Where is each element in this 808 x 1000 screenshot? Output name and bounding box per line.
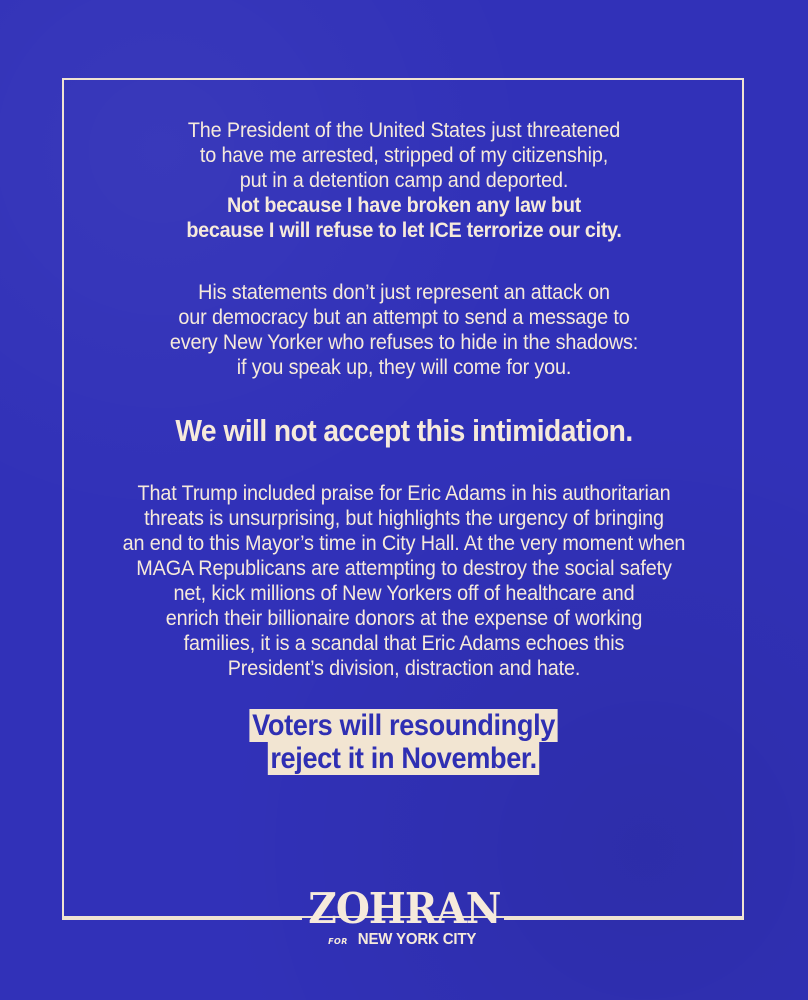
paragraph-intro	[112, 118, 696, 243]
text-line: every New Yorker who refuses to hide in the shadows:	[169, 330, 639, 354]
paragraph-statements	[112, 280, 696, 380]
paragraph-adams	[112, 481, 696, 681]
text-line: to have me arrested, stripped of my citizenship,	[199, 143, 609, 167]
text-line: net, kick millions of New Yorkers off of healthcare and	[173, 581, 635, 605]
campaign-logo	[0, 884, 808, 933]
text-line: That Trump included praise for Eric Adams in his authoritarian	[137, 481, 671, 505]
text-line: enrich their billionaire donors at the expense of working	[165, 606, 643, 630]
callout-line: Voters will resoundingly	[250, 709, 558, 742]
text-line: families, it is a scandal that Eric Adams echoes this	[183, 631, 625, 655]
text-line: President’s division, distraction and hate.	[227, 656, 581, 680]
callout-line: reject it in November.	[268, 742, 540, 775]
logo-subtitle	[0, 931, 808, 949]
text-line: if you speak up, they will come for you.	[236, 355, 572, 379]
text-line: put in a detention camp and deported.	[239, 168, 569, 192]
logo-for: FOR	[328, 937, 348, 947]
text-line: our democracy but an attempt to send a message to	[178, 305, 630, 329]
logo-name: ZOHRAN	[307, 884, 501, 933]
statement-block	[90, 118, 718, 775]
text-line: The President of the United States just threatened	[187, 118, 621, 142]
text-line: His statements don’t just represent an attack on	[198, 280, 610, 304]
callout	[250, 709, 558, 775]
bold-line: because I will refuse to let ICE terrorize our city.	[186, 218, 622, 242]
bold-line: Not because I have broken any law but	[226, 193, 581, 217]
headline: We will not accept this intimidation.	[175, 413, 633, 448]
text-line: MAGA Republicans are attempting to destroy the social safety	[136, 556, 672, 580]
logo-city: NEW YORK CITY	[357, 931, 477, 948]
text-line: threats is unsurprising, but highlights the urgency of bringing	[144, 506, 664, 530]
text-line: an end to this Mayor’s time in City Hall. At the very moment when	[122, 531, 686, 555]
